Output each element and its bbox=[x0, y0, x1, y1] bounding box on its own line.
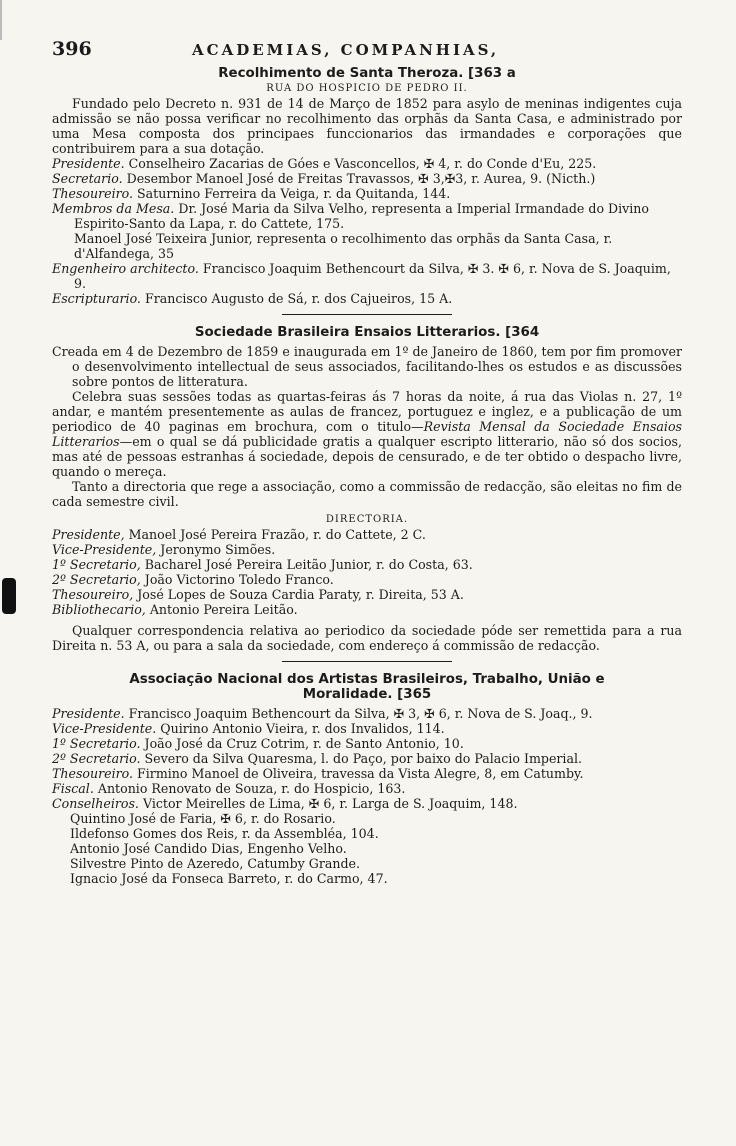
member-entry bbox=[52, 542, 682, 557]
member-text: Manoel José Teixeira Junior, representa o recolhimento das orphãs da Santa Casa, r. d'Alfandega, 35 bbox=[74, 231, 613, 261]
member-entry bbox=[52, 706, 682, 721]
councillor-entry: Ildefonso Gomes dos Reis, r. da Assembléa, 104. bbox=[70, 826, 379, 841]
member-text: Jeronymo Simões. bbox=[160, 542, 276, 557]
page-content bbox=[52, 66, 682, 886]
member-entry bbox=[52, 751, 682, 766]
member-role: Vice-Presidente. bbox=[52, 721, 157, 736]
councillor-entry: Antonio José Candido Dias, Engenho Velho. bbox=[70, 841, 347, 856]
member-role: Engenheiro architecto. bbox=[52, 261, 199, 276]
member-text: Antonio Pereira Leitão. bbox=[149, 602, 298, 617]
member-text: João Victorino Toledo Franco. bbox=[144, 572, 334, 587]
section-title-artistas: Associação Nacional dos Artistas Brasileiros, Trabalho, União e bbox=[129, 672, 605, 687]
member-text: Desembor Manoel José de Freitas Travassos, ✠ 3,✠3, r. Aurea, 9. (Nicth.) bbox=[126, 171, 596, 186]
paragraph-correspondence: Qualquer correspondencia relativa ao periodico da sociedade póde ser remettida para a rua Direita n. 53 A, ou para a sala da sociedade, com endereço á commissão de redacção. bbox=[52, 623, 682, 653]
paragraph-sessions-b: —em o qual se dá publicidade gratis a qualquer escripto litterario, não só dos socios, mas até de pessoas estranhas á sociedade, depois de censurado, e de ter obtido o despacho livre, quando o mereça. bbox=[52, 434, 682, 479]
member-role: Fiscal. bbox=[52, 781, 94, 796]
member-role: Escripturario. bbox=[52, 291, 141, 306]
member-text: Firmino Manoel de Oliveira, travessa da Vista Alegre, 8, em Catumby. bbox=[137, 766, 584, 781]
page-header bbox=[52, 38, 682, 62]
page-edge bbox=[0, 0, 2, 40]
member-entry bbox=[52, 557, 682, 572]
margin-ink-mark bbox=[2, 578, 16, 614]
member-entry bbox=[52, 572, 682, 587]
member-text: Quirino Antonio Vieira, r. dos Invalidos, 114. bbox=[160, 721, 445, 736]
member-entry bbox=[52, 736, 682, 751]
member-entry bbox=[52, 201, 682, 231]
running-title: ACADEMIAS, COMPANHIAS, bbox=[192, 41, 500, 59]
member-role: Thesoureiro, bbox=[52, 587, 134, 602]
member-text: João José da Cruz Cotrim, r. de Santo Antonio, 10. bbox=[144, 736, 464, 751]
member-role: 1º Secretario. bbox=[52, 736, 141, 751]
member-entry bbox=[52, 186, 682, 201]
councillor-entry: Silvestre Pinto de Azeredo, Catumby Grande. bbox=[70, 856, 360, 871]
member-role: Presidente. bbox=[52, 156, 125, 171]
member-text: Bacharel José Pereira Leitão Junior, r. do Costa, 63. bbox=[144, 557, 473, 572]
member-role: Vice-Presidente, bbox=[52, 542, 157, 557]
member-entry bbox=[52, 527, 682, 542]
paragraph-sessions-a: Celebra suas sessões todas as quartas-feiras ás 7 horas da noite, á rua das Violas n. 27, 1º andar, e mantém presentemente as aulas de francez, portuguez e inglez, e a publicação de um periodico de 40 paginas em brochura, com o titulo— bbox=[52, 389, 682, 434]
section-divider bbox=[282, 314, 452, 315]
section-title-recolhimento: Recolhimento de Santa Theroza. [363 a bbox=[218, 66, 516, 81]
member-entry bbox=[52, 171, 682, 186]
page-number: 396 bbox=[52, 38, 92, 60]
member-entry bbox=[52, 766, 682, 781]
paragraph-sessions bbox=[52, 389, 682, 479]
member-role: Conselheiros. bbox=[52, 796, 139, 811]
section-title-ensaios: Sociedade Brasileira Ensaios Litterarios. [364 bbox=[194, 325, 540, 340]
member-entry bbox=[52, 261, 682, 291]
directory-heading: DIRECTORIA. bbox=[325, 514, 409, 525]
member-role: Thesoureiro. bbox=[52, 766, 134, 781]
member-text: Francisco Augusto de Sá, r. dos Cajueiros, 15 A. bbox=[144, 291, 453, 306]
member-role: 2º Secretario, bbox=[52, 572, 141, 587]
member-text: Antonio Renovato de Souza, r. do Hospicio, 163. bbox=[97, 781, 406, 796]
section-address: RUA DO HOSPICIO DE PEDRO II. bbox=[266, 83, 468, 94]
member-entry bbox=[52, 291, 682, 306]
member-list-recolhimento bbox=[52, 156, 682, 306]
councillor-entry: Ignacio José da Fonseca Barreto, r. do Carmo, 47. bbox=[70, 871, 388, 886]
member-text: Conselheiro Zacarias de Góes e Vasconcellos, ✠ 4, r. do Conde d'Eu, 225. bbox=[128, 156, 597, 171]
paragraph-founding: Creada em 4 de Dezembro de 1859 e inaugurada em 1º de Janeiro de 1860, tem por fim promover o desenvolvimento intellectual de seus associados, facilitando-lhes os estudos e as discussões sobre pontos de litteratura. bbox=[52, 344, 682, 389]
member-entry bbox=[52, 587, 682, 602]
member-entry bbox=[52, 781, 682, 796]
member-text: Manoel José Pereira Frazão, r. do Cattete, 2 C. bbox=[128, 527, 426, 542]
member-text: Francisco Joaquim Bethencourt da Silva, ✠ 3. ✠ 6, r. Nova de S. Joaquim, 9. bbox=[74, 261, 671, 291]
member-list-ensaios bbox=[52, 527, 682, 617]
member-role: Presidente. bbox=[52, 706, 125, 721]
member-role: 2º Secretario. bbox=[52, 751, 141, 766]
member-role: 1º Secretario, bbox=[52, 557, 141, 572]
member-entry bbox=[52, 721, 682, 736]
councillor-entry: Quintino José de Faria, ✠ 6, r. do Rosario. bbox=[70, 811, 336, 826]
member-text: Saturnino Ferreira da Veiga, r. da Quitanda, 144. bbox=[137, 186, 451, 201]
section-divider bbox=[282, 661, 452, 662]
member-entry bbox=[52, 231, 682, 261]
section-title-artistas-line2: Moralidade. [365 bbox=[302, 687, 432, 702]
member-entry bbox=[52, 796, 682, 811]
member-role: Presidente, bbox=[52, 527, 125, 542]
member-role: Secretario. bbox=[52, 171, 123, 186]
member-entry bbox=[52, 602, 682, 617]
periodical-title: Revista Mensal da Sociedade Ensaios Litterarios bbox=[52, 419, 682, 449]
paragraph-elections: Tanto a directoria que rege a associação, como a commissão de redacção, são eleitas no fim de cada semestre civil. bbox=[52, 479, 682, 509]
member-entry bbox=[52, 156, 682, 171]
member-role: Bibliothecario, bbox=[52, 602, 146, 617]
member-text: José Lopes de Souza Cardia Paraty, r. Direita, 53 A. bbox=[137, 587, 464, 602]
member-text: Dr. José Maria da Silva Velho, representa a Imperial Irmandade do Divino Espirito-Santo da Lapa, r. do Cattete, 175. bbox=[74, 201, 649, 231]
member-text: Severo da Silva Quaresma, l. do Paço, por baixo do Palacio Imperial. bbox=[144, 751, 582, 766]
member-list-artistas bbox=[52, 706, 682, 886]
member-text: Francisco Joaquim Bethencourt da Silva, ✠ 3, ✠ 6, r. Nova de S. Joaq., 9. bbox=[128, 706, 593, 721]
member-text: Victor Meirelles de Lima, ✠ 6, r. Larga de S. Joaquim, 148. bbox=[142, 796, 518, 811]
section-description: Fundado pelo Decreto n. 931 de 14 de Março de 1852 para asylo de meninas indigentes cuja admissão se não possa verificar no recolhimento das orphãs da Santa Casa, e administrado por uma Mesa composta dos principaes funccionarios das irmandades e corporações que contribuirem para a sua dotação. bbox=[52, 96, 682, 156]
member-role: Thesoureiro. bbox=[52, 186, 134, 201]
member-role: Membros da Mesa. bbox=[52, 201, 175, 216]
